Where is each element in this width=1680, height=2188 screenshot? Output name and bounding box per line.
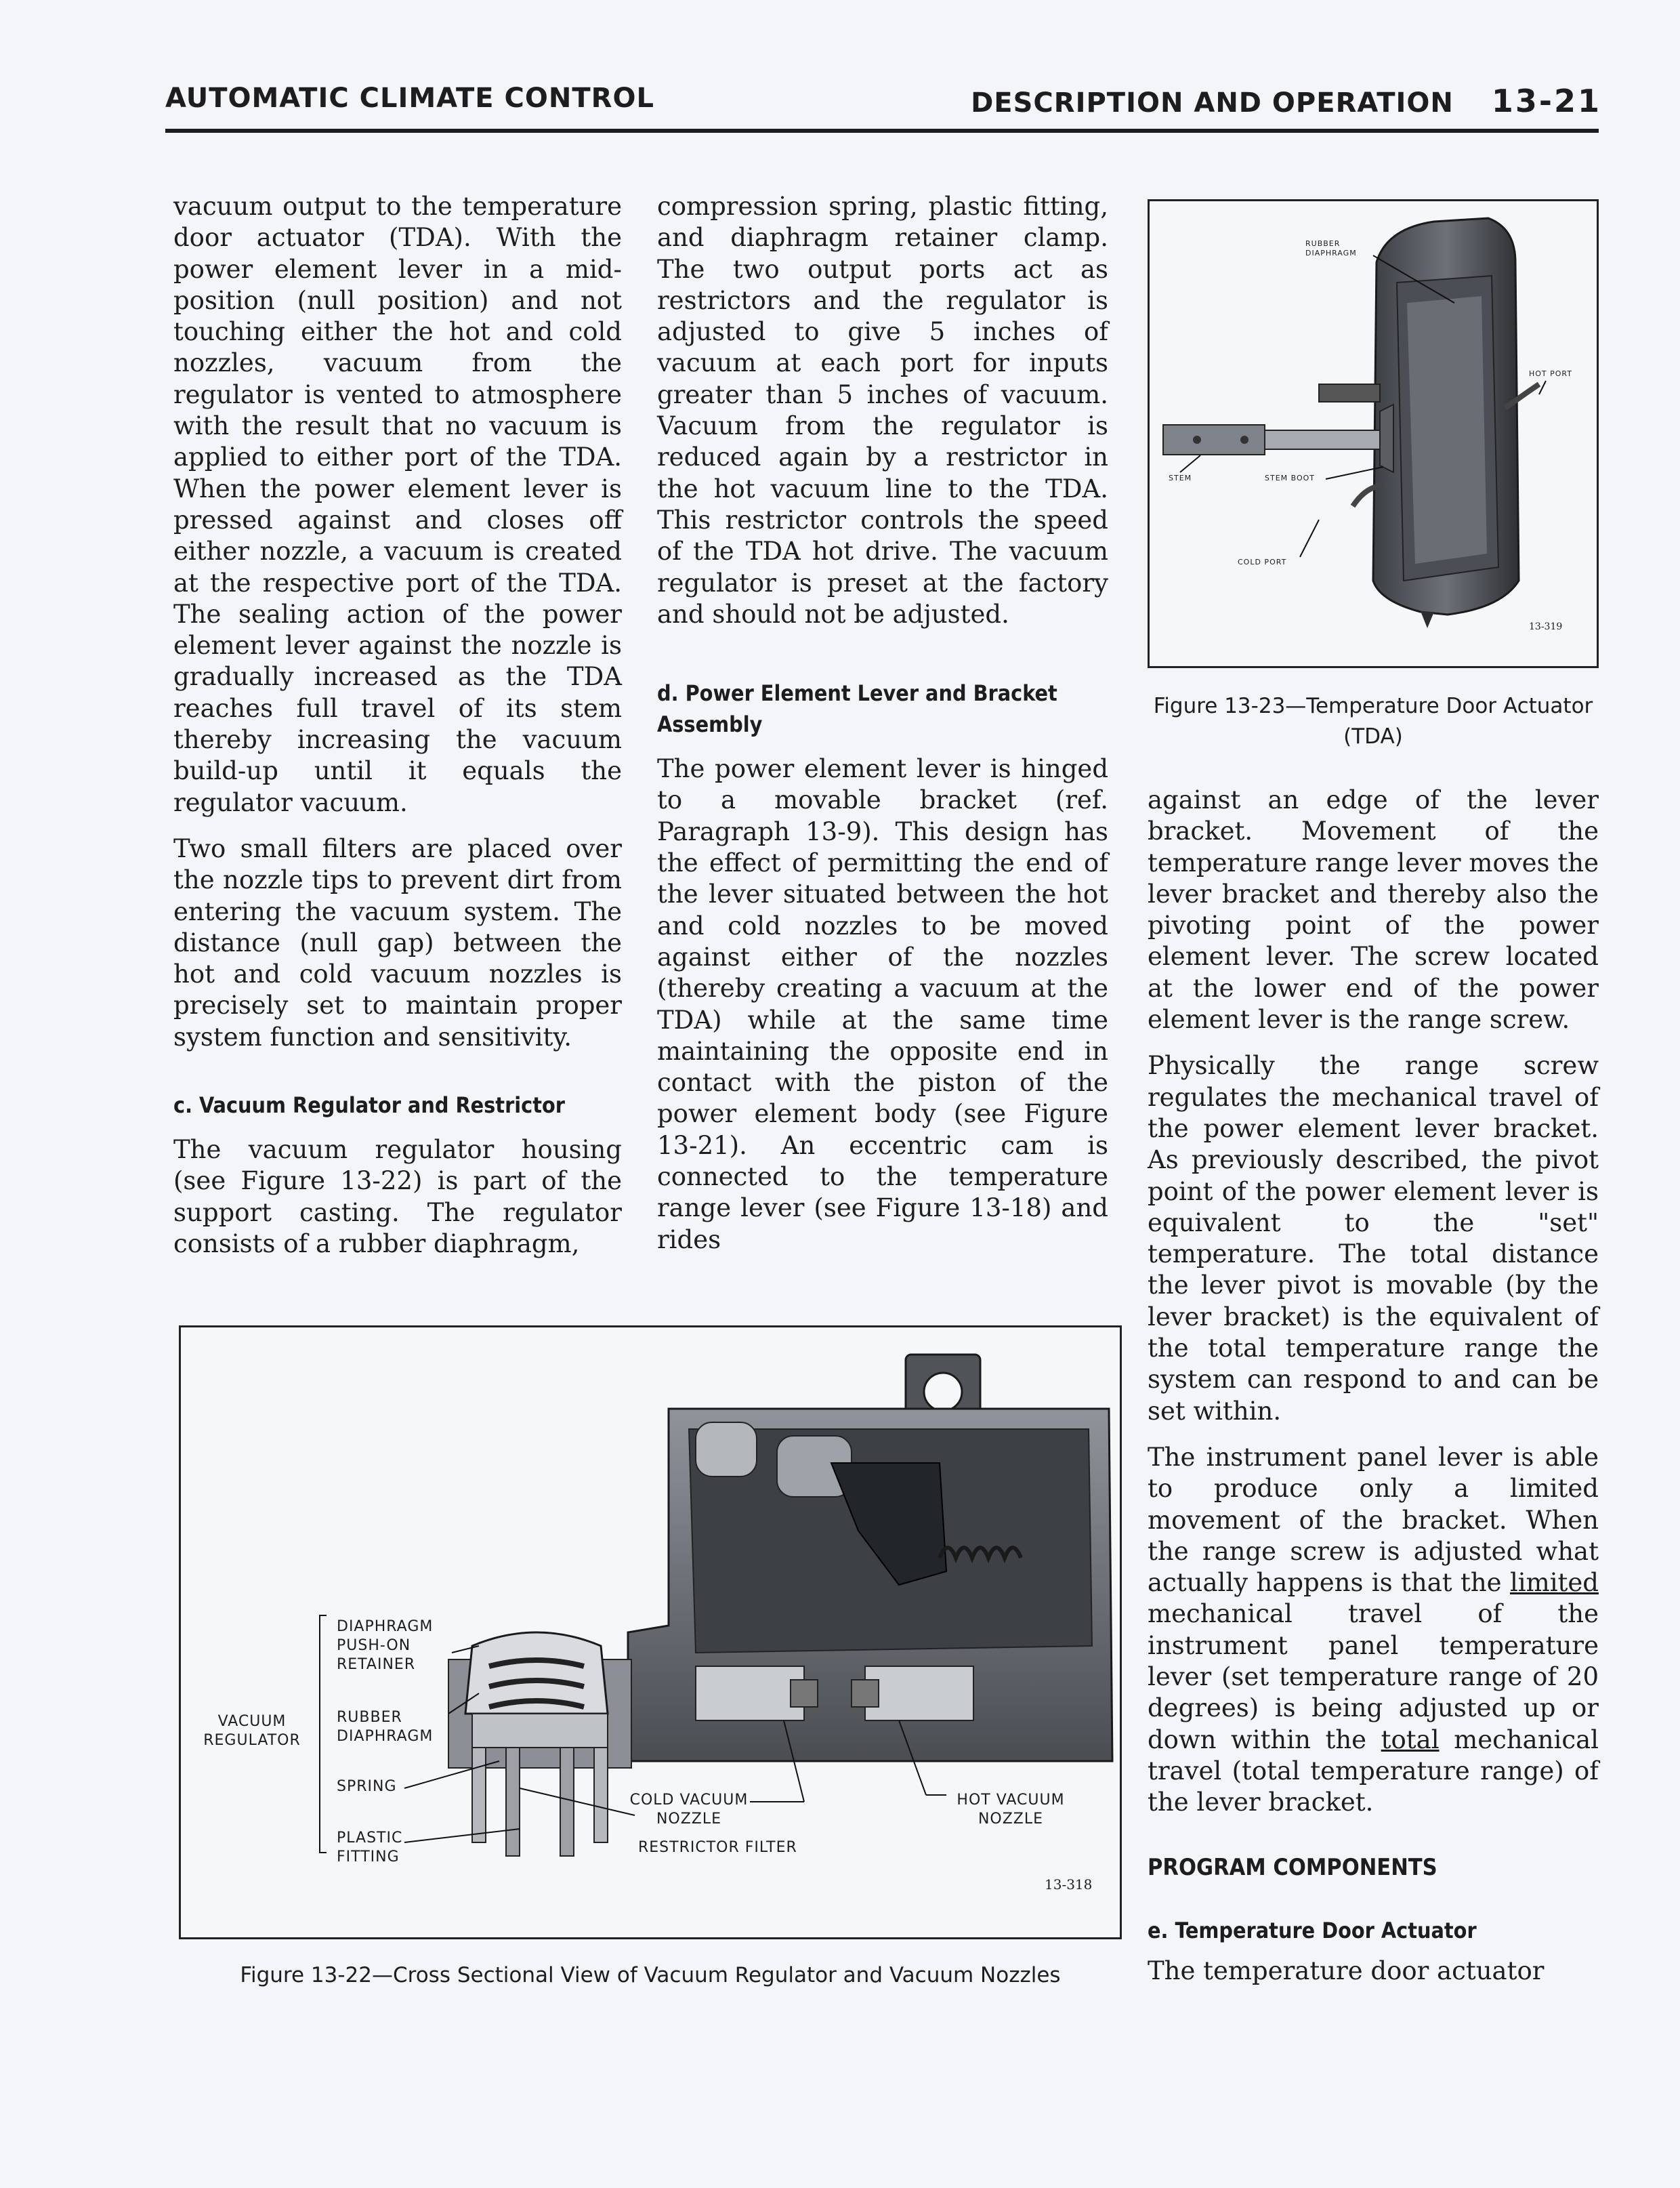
chapter-name: DESCRIPTION AND OPERATION <box>971 87 1454 119</box>
label-stem: STEM <box>1169 474 1192 482</box>
label-vacuum-regulator: VACUUM REGULATOR <box>203 1713 301 1749</box>
label-diaphragm-retainer: DIAPHRAGM PUSH-ON RETAINER <box>337 1618 434 1673</box>
label-cold-vacuum-nozzle: COLD VACUUM NOZZLE <box>629 1792 749 1828</box>
paragraph: The power element lever is hinged to a movable bracket (ref. Paragraph 13-9). This design has the effect of permitting the end of the lever situated between the hot and cold nozzles to be moved against either of the nozzles (thereby creating a vacuum at the TDA) while at the same time maintaining the opposite end in contact with the piston of the power element body (see Figure 13-21). An eccentric cam is connected to the temperature range lever (see Figure 13-18) and rides <box>657 754 1108 1254</box>
section-heading-d: d. Power Element Lever and Bracket Assembly <box>657 680 1057 738</box>
header-rule <box>165 129 1599 133</box>
section-title: AUTOMATIC CLIMATE CONTROL <box>165 83 654 114</box>
text-run: mechanical travel of the instrument panel temperature lever (set temperature range of 20 degrees) is being adjusted up or down within the <box>1148 1599 1599 1754</box>
figure-13-22 <box>179 1325 1122 1939</box>
underlined-text: limited <box>1509 1568 1599 1598</box>
chapter-title <box>971 83 1601 119</box>
program-components-heading: PROGRAM COMPONENTS <box>1148 1853 1437 1881</box>
underlined-text: total <box>1381 1725 1440 1754</box>
label-cold-port: COLD PORT <box>1238 558 1287 566</box>
paragraph: Physically the range screw regulates the mechanical travel of the power element lever bracket. As previously described, the pivot point of the power element lever is equivalent to the "set" temperature. The total distance the lever pivot is movable (by the lever bracket) is the equivalent of the total temperature range the system can respond to and can be set within. <box>1148 1051 1599 1426</box>
section-heading-c: c. Vacuum Regulator and Restrictor <box>173 1092 565 1119</box>
paragraph: compression spring, plastic fitting, and diaphragm retainer clamp. The two output ports act as restrictors and the regulator is adjusted to give 5 inches of vacuum at each port for inputs greater than 5 inches of vacuum. Vacuum from the regulator is reduced again by a restrictor in the hot vacuum line to the TDA. This restrictor controls the speed of the TDA hot drive. The vacuum regulator is preset at the factory and should not be adjusted. <box>657 192 1108 629</box>
page-header <box>165 83 1601 123</box>
paragraph <box>1148 1442 1599 1819</box>
label-plastic-fitting: PLASTIC FITTING <box>337 1830 403 1865</box>
text-column-1 <box>173 191 622 1260</box>
text-column-2 <box>657 191 1108 1256</box>
text-run: mechanical travel (total temperature range) of the lever bracket. <box>1148 1725 1599 1817</box>
figure-13-23 <box>1148 199 1599 668</box>
tda-illustration <box>1150 201 1597 666</box>
label-hot-vacuum-nozzle: HOT VACUUM NOZZLE <box>957 1792 1065 1828</box>
label-restrictor-filter: RESTRICTOR FILTER <box>638 1839 797 1856</box>
figure-number: 13-319 <box>1529 621 1563 632</box>
figure-13-22-caption: Figure 13-22—Cross Sectional View of Vacuum Regulator and Vacuum Nozzles <box>240 1963 1061 1987</box>
page-number: 13-21 <box>1491 83 1601 119</box>
paragraph: vacuum output to the temperature door actuator (TDA). With the power element lever in a mid-position (null position) and not touching either the hot and cold nozzles, vacuum from the regulator is vented to atmosphere with the result that no vacuum is applied to either port of the TDA. When the power element lever is pressed against and closes off either nozzle, a vacuum is created at the respective port of the TDA. The sealing action of the power element lever against the nozzle is gradually increased as the TDA reaches full travel of its stem thereby increasing the vacuum build-up until it equals the regulator vacuum. <box>173 192 622 817</box>
paragraph: The vacuum regulator housing (see Figure 13-22) is part of the support casting. The regulator consists of a rubber diaphragm, <box>173 1135 622 1258</box>
text-run: The instrument panel lever is able to produce only a limited movement of the bracket. When the range screw is adjusted what actually happens is that the <box>1148 1442 1599 1598</box>
label-rubber-diaphragm: RUBBER DIAPHRAGM <box>1305 239 1357 257</box>
figure-number: 13-318 <box>1045 1876 1093 1893</box>
paragraph: Two small filters are placed over the nozzle tips to prevent dirt from entering the vacuum system. The distance (null gap) between the hot and cold vacuum nozzles is precisely set to maintain proper system function and sensitivity. <box>173 833 622 1052</box>
paragraph: The temperature door actuator <box>1148 1956 1545 1985</box>
label-stem-boot: STEM BOOT <box>1265 474 1316 482</box>
text-column-3 <box>1148 785 1599 1987</box>
section-heading-e: e. Temperature Door Actuator <box>1148 1917 1477 1943</box>
figure-13-23-caption: Figure 13-23—Temperature Door Actuator (TDA) <box>1153 694 1593 749</box>
paragraph: against an edge of the lever bracket. Movement of the temperature range lever moves the lever bracket and thereby also the pivoting point of the power element lever. The screw located at the lower end of the power element lever is the range screw. <box>1148 785 1599 1035</box>
label-rubber-diaphragm: RUBBER DIAPHRAGM <box>337 1709 434 1745</box>
label-spring: SPRING <box>337 1778 397 1795</box>
label-hot-port: HOT PORT <box>1529 369 1572 378</box>
